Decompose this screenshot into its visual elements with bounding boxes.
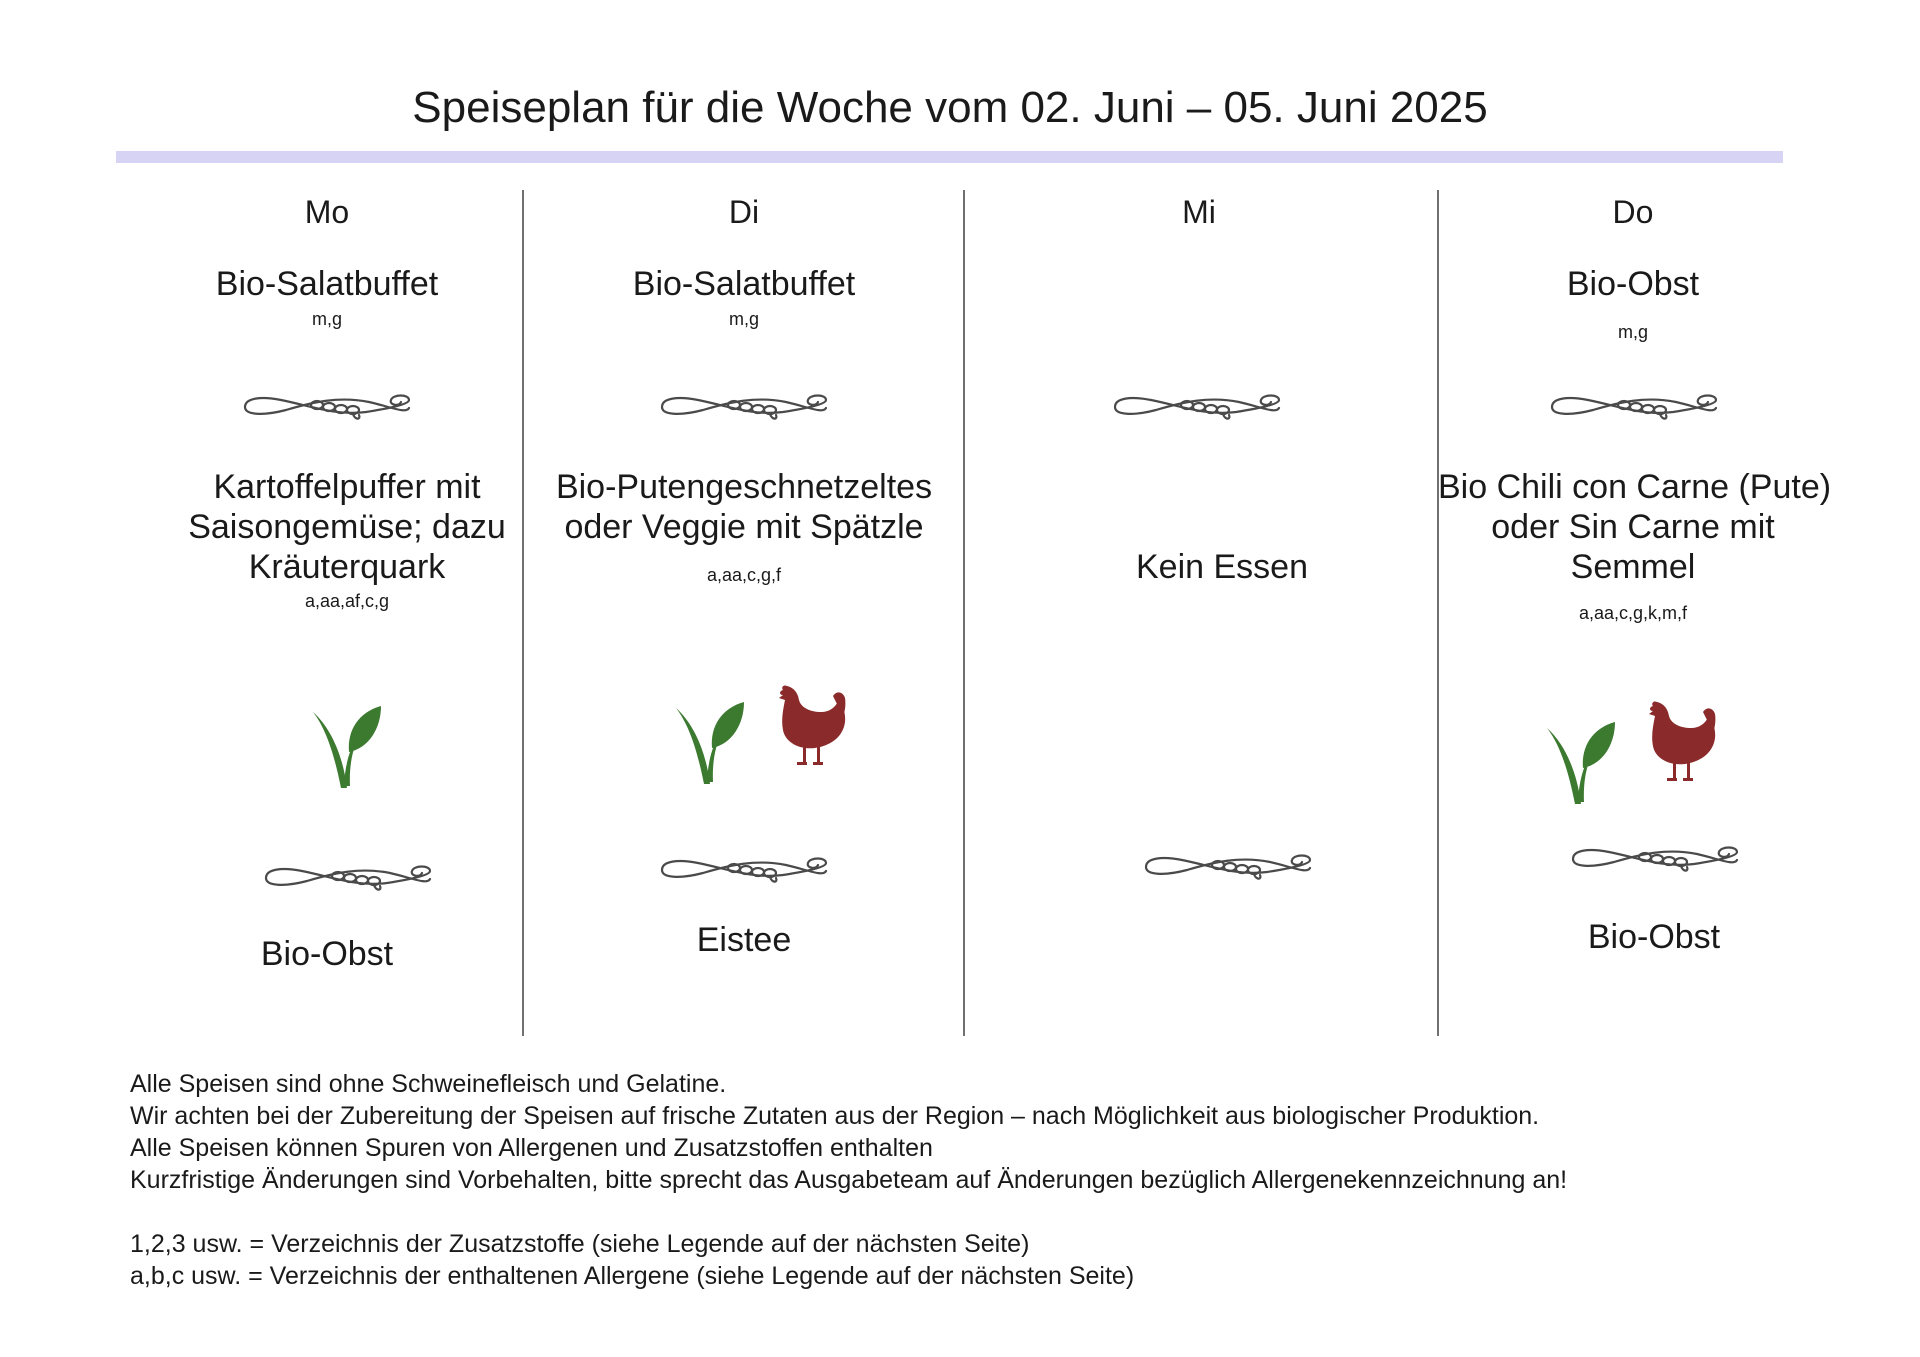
note-line: Alle Speisen können Spuren von Allergenen und Zusatzstoffen enthalten [130, 1134, 933, 1162]
allergen-codes: a,aa,c,g,f [706, 565, 782, 585]
allergen-codes: m,g [1617, 322, 1648, 342]
ornament-divider [1548, 390, 1720, 424]
column-divider [1437, 190, 1439, 1036]
main-dish-line: Kein Essen [1136, 548, 1308, 586]
allergen-codes: m,g [311, 309, 342, 329]
day-header: Mi [1182, 194, 1216, 230]
starter-dish: Bio-Salatbuffet [215, 265, 439, 303]
day-header: Mo [304, 194, 350, 230]
ornament-divider [1111, 390, 1283, 424]
allergen-codes: m,g [728, 309, 759, 329]
dessert-dish: Bio-Obst [260, 935, 394, 973]
day-header: Di [728, 194, 760, 230]
allergen-codes: a,aa,c,g,k,m,f [1578, 603, 1688, 623]
ornament-divider [658, 390, 830, 424]
chicken-icon [773, 682, 847, 766]
column-divider [522, 190, 524, 1036]
dessert-dish: Bio-Obst [1587, 918, 1721, 956]
note-line: Wir achten bei der Zubereitung der Speisen auf frische Zutaten aus der Region – nach Möglichkeit aus biologischer Produktion. [130, 1102, 1540, 1130]
main-dish-line: Semmel [1570, 548, 1696, 586]
ornament-divider [1142, 850, 1314, 884]
main-dish-line: Kräuterquark [248, 548, 446, 586]
veggie-leaf-icon [674, 696, 746, 788]
main-dish-line: Kartoffelpuffer mit [213, 468, 481, 506]
main-dish-line: oder Sin Carne mit [1491, 508, 1775, 546]
title-underline [116, 151, 1783, 163]
note-line: Alle Speisen sind ohne Schweinefleisch und Gelatine. [130, 1070, 727, 1098]
veggie-leaf-icon [311, 700, 383, 792]
dessert-dish: Eistee [696, 921, 792, 959]
ornament-divider [658, 853, 830, 887]
veggie-leaf-icon [1545, 716, 1617, 808]
page-title: Speiseplan für die Woche vom 02. Juni – 05. Juni 2025 [412, 83, 1488, 132]
column-divider [963, 190, 965, 1036]
ornament-divider [241, 390, 413, 424]
starter-dish: Bio-Salatbuffet [632, 265, 856, 303]
note-line: Kurzfristige Änderungen sind Vorbehalten, bitte sprecht das Ausgabeteam auf Änderungen bezüglich Allergenekennzeichnung an! [130, 1166, 1568, 1194]
main-dish-line: Saisongemüse; dazu [188, 508, 506, 546]
footer-notes [130, 1068, 1830, 1292]
note-line: a,b,c usw. = Verzeichnis der enthaltenen Allergene (siehe Legende auf der nächsten Seite) [130, 1262, 1135, 1290]
note-line [130, 1196, 1830, 1228]
ornament-divider [1569, 842, 1741, 876]
main-dish-line: Bio-Putengeschnetzeltes [555, 468, 933, 506]
day-header: Do [1612, 194, 1654, 230]
allergen-codes: a,aa,af,c,g [304, 591, 390, 611]
ornament-divider [262, 861, 434, 895]
main-dish-line: oder Veggie mit Spätzle [564, 508, 924, 546]
chicken-icon [1643, 698, 1717, 782]
starter-dish: Bio-Obst [1566, 265, 1700, 303]
main-dish-line: Bio Chili con Carne (Pute) [1438, 468, 1832, 506]
note-line: 1,2,3 usw. = Verzeichnis der Zusatzstoffe (siehe Legende auf der nächsten Seite) [130, 1230, 1030, 1258]
